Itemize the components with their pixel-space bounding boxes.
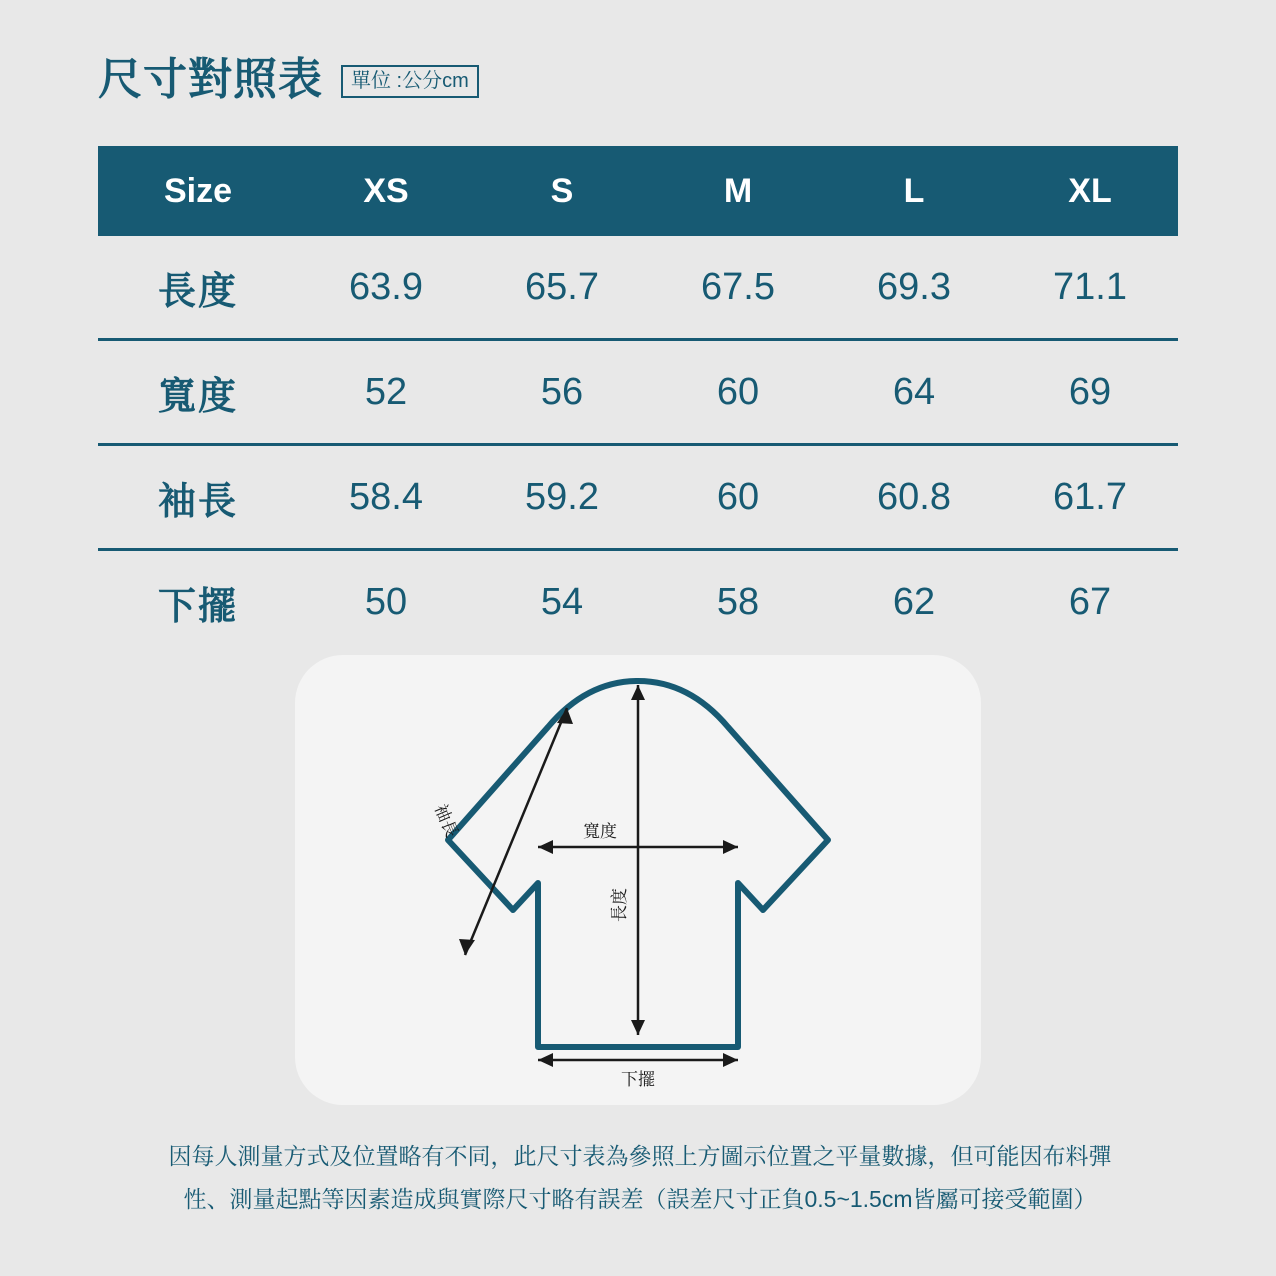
sleeve-length-label: 袖長 <box>430 801 462 841</box>
cell-sleeve-l: 60.8 <box>826 445 1002 550</box>
table-header-row <box>98 146 1178 236</box>
cell-length-s: 65.7 <box>474 236 650 340</box>
cell-length-xs: 63.9 <box>298 236 474 340</box>
cell-width-s: 56 <box>474 340 650 445</box>
cell-width-xs: 52 <box>298 340 474 445</box>
table-header-cell-m: M <box>650 146 826 236</box>
table-header-cell-xl: XL <box>1002 146 1178 236</box>
hem-measure-arrow <box>538 1053 738 1067</box>
row-label-width: 寬度 <box>98 340 298 445</box>
cell-sleeve-xl: 61.7 <box>1002 445 1178 550</box>
table-header-cell-s: S <box>474 146 650 236</box>
size-table <box>98 146 1178 653</box>
cell-length-xl: 71.1 <box>1002 236 1178 340</box>
table-body <box>98 236 1178 653</box>
row-label-sleeve: 袖長 <box>98 445 298 550</box>
cell-length-m: 67.5 <box>650 236 826 340</box>
cell-hem-xs: 50 <box>364 580 408 623</box>
cell-hem-m: 58 <box>716 580 760 623</box>
cell-width-xl: 69 <box>1002 340 1178 445</box>
table-header-cell-size: Size <box>98 146 298 236</box>
unit-badge: 單位 :公分cm <box>341 65 479 98</box>
footnote-line-1: 因每人測量方式及位置略有不同，此尺寸表為參照上方圖示位置之平量數據，但可能因布料彈 <box>168 1143 1112 1169</box>
cell-sleeve-s: 59.2 <box>474 445 650 550</box>
table-row <box>98 340 1178 445</box>
cell-hem-xl: 67 <box>1068 580 1112 623</box>
row-label-hem: 下擺 <box>157 585 238 628</box>
footnote <box>110 1135 1170 1220</box>
table-header-cell-xs: XS <box>298 146 474 236</box>
length-measure-arrow <box>631 685 645 1035</box>
cell-sleeve-xs: 58.4 <box>298 445 474 550</box>
cell-width-l: 64 <box>826 340 1002 445</box>
footnote-line-2: 性、測量起點等因素造成與實際尺寸略有誤差（誤差尺寸正負0.5~1.5cm皆屬可接受範圍） <box>183 1185 1097 1212</box>
length-label: 長度 <box>610 888 629 922</box>
table-header-cell-l: L <box>826 146 1002 236</box>
cell-length-l: 69.3 <box>826 236 1002 340</box>
garment-diagram-panel <box>295 655 981 1105</box>
row-label-length: 長度 <box>98 236 298 340</box>
table-header <box>98 146 1178 236</box>
cell-hem-s: 54 <box>540 580 584 623</box>
width-label: 寬度 <box>583 822 617 841</box>
cell-hem-l: 62 <box>892 580 936 623</box>
table-row <box>98 236 1178 340</box>
cell-sleeve-m: 60 <box>650 445 826 550</box>
table-row <box>98 445 1178 550</box>
garment-diagram <box>295 655 981 1105</box>
header <box>98 55 479 104</box>
cell-width-m: 60 <box>650 340 826 445</box>
table-row <box>98 550 1178 654</box>
page-title: 尺寸對照表 <box>98 55 323 104</box>
hem-label: 下擺 <box>621 1070 655 1089</box>
sleeve-measure-arrow <box>459 708 573 955</box>
